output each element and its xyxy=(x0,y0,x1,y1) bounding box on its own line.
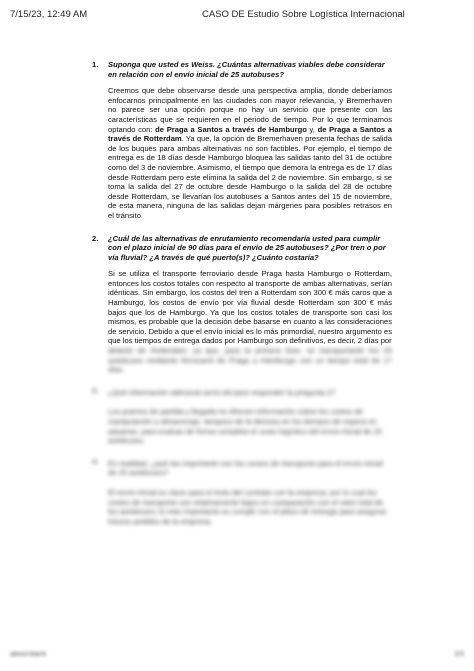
document-title: CASO DE Estudio Sobre Logística Internacional xyxy=(202,9,405,20)
question-text: ¿Qué información adicional sería útil para responder la pregunta 2? xyxy=(108,387,336,397)
question-4-blurred: 4. En realidad, ¿qué tan importante son los costos de transporte para el envío inicial de 25 autobuses? xyxy=(92,456,383,478)
answer-text: y, xyxy=(306,124,318,134)
print-timestamp: 7/15/23, 12:49 AM xyxy=(10,9,88,20)
answer-emphasis: de Praga a Santos a través de Rotterdam xyxy=(108,124,393,144)
footer-page-number: 2/3 xyxy=(454,651,464,658)
question-number: 1. xyxy=(92,60,99,69)
question-3-blurred: 3. ¿Qué información adicional sería útil para responder la pregunta 2? xyxy=(92,385,336,397)
answer-4-blurred: El envío inicial es clave para el éxito del contrato con la empresa, por lo cual los costos de transporte son relativamente bajos en comparación con el valor total de los autobuses; lo más importante es cumplir con el plazo de entrega para asegurar futuros pedidos de la empresa. xyxy=(108,487,387,526)
answer-text: Si se utiliza el transporte ferroviario desde Praga hasta Hamburgo o Rotterdam, entonces los costos totales con respecto al transporte de ambas alternativas, serían idénticas. Sin embargo, los costos del tren a Rotterdam son 300 € más caros que a Hamburgo, los costos de envío por vía fluvial desde Rotterdam son 300 € más bajos que los de Hamburgo. Ya que los costos totales de transporte son casi los mismos, es probable que la decisión debe basarse en cuanto a las consideraciones de servicio. Debido a que el envío inicial es lo más primordial, nuestro argumento es que los tiempos de entrega dados por Hamburgo son definitivos, es decir, 2 días por xyxy=(108,269,392,346)
answer-emphasis: de Praga a Santos a través de Hamburgo xyxy=(155,124,307,134)
answer-text: Creemos que debe observarse desde una perspectiva amplia, donde deberíamos enfocarnos principalmente en las ciudades con mayor relevancia, y Bremerhaven no parece ser una opción porque no hay un servicio que presente con las características que se requieren en el periodo de tiempo. Por lo que terminamos optando con: xyxy=(108,86,392,134)
answer-1 xyxy=(108,86,392,220)
question-number: 2. xyxy=(92,233,99,243)
print-footer xyxy=(10,651,464,661)
answer-text: . Ya que, la opción de Bremerhaven presenta fechas de salida de los buques para ambas alternativas no son factibles. Por ejemplo, el tiempo de entrega es de 18 días desde Hamburgo bloquea las salidas tanto del 31 de octubre como del 3 de noviembre. Asimismo, el tiempo que demora la entrega es de 17 días desde Rotterdam pero este elimina la salida del 2 de noviembre. Sin embargo, si se toma la salida del 27 de octubre desde Hamburgo o la salida del 28 de octubre desde Rotterdam, se llevarían los autobuses a Santos antes del 15 de noviembre, de esta manera, ninguna de las salidas dejan márgenes para posibles retrasos en el tránsito. xyxy=(108,134,393,220)
question-1 xyxy=(92,60,392,79)
question-text: ¿Cuál de las alternativas de enrutamiento recomendaría usted para cumplir con el plazo inicial de 90 días para el envío de 25 autobuses? ¿Por tren o por vía fluvial? ¿A través de qué puerto(s)? ¿Cuánto costaría? xyxy=(108,233,386,262)
answer-2 xyxy=(108,269,392,346)
print-header xyxy=(10,9,464,23)
answer-3-blurred: Los puertos de partida y llegada no ofrecen información sobre los costos de manipulación y almacenaje, tampoco de la demora en los tiempos de espera en aduanas, para evaluar de forma completa el costo logístico del envío inicial de 25 autobuses. xyxy=(108,407,382,446)
document-body xyxy=(92,60,392,526)
question-text: Suponga que usted es Weiss. ¿Cuántas alternativas viables debe considerar en relación con el envío inicial de 25 autobuses? xyxy=(108,60,385,79)
answer-2-blurred-tail: delante de Rotterdam; ya que, para la primera fase, se transportarán los 25 autobuses mediante ferrocarril de Praga a Hamburgo con un tiempo total de 17 días. xyxy=(108,346,392,375)
question-text: En realidad, ¿qué tan importante son los costos de transporte para el envío inicial de 25 autobuses? xyxy=(108,458,383,478)
question-2 xyxy=(92,234,392,263)
footer-url: about:blank xyxy=(10,651,47,658)
